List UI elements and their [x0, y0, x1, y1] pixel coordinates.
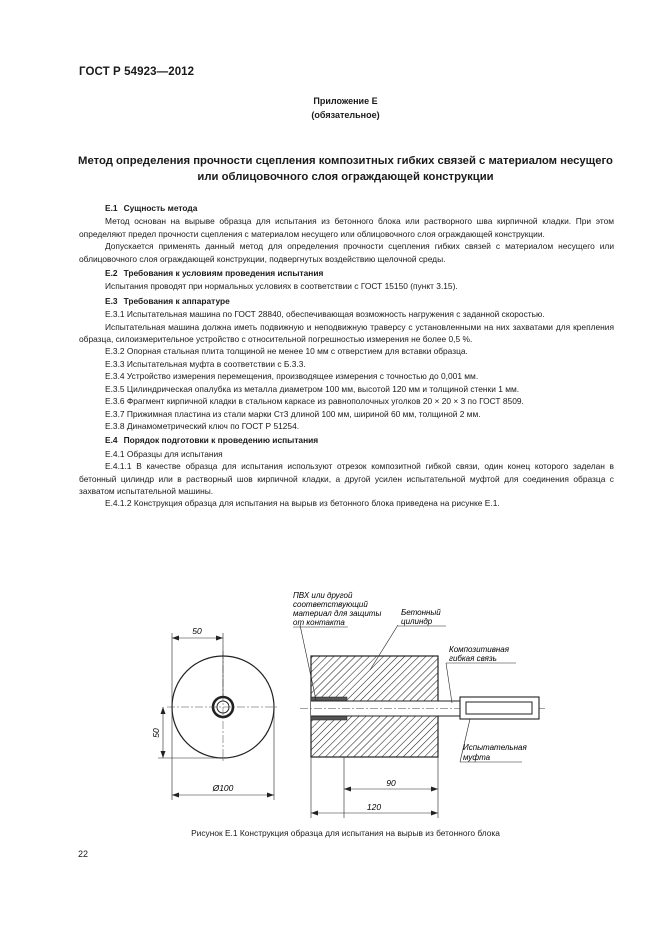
pvc-sleeve-bottom — [311, 716, 347, 720]
label-pvc-line1: ПВХ или другой — [293, 591, 353, 600]
document-body — [79, 200, 614, 510]
section-heading-e1: Е.1 Сущность метода — [105, 203, 198, 213]
paragraph-e3-8: Е.3.8 Динамометрический ключ по ГОСТ Р 51254. — [105, 420, 300, 431]
dim-left-height — [151, 707, 223, 758]
paragraph-e3-5: Е.3.5 Цилиндрическая опалубка из металла диаметром 100 мм, высотой 120 мм и толщиной стенки 1 мм. — [105, 383, 520, 394]
paragraph-e1-2: Допускается применять данный метод для определения прочности сцепления гибких связей с материалом несущего или облицовочного слоя ограждающей конструкции, подвергнутых воздействию щелочной среды. — [79, 241, 614, 264]
page-number: 22 — [78, 849, 89, 859]
annex-title: Приложение Е — [313, 96, 378, 106]
figure-e1-drawing — [0, 580, 661, 825]
figure-caption: Рисунок Е.1 Конструкция образца для испытания на вырыв из бетонного блока — [191, 828, 500, 838]
label-composite-line2: гибкая связь — [449, 654, 497, 663]
label-concrete-line2: цилиндр — [401, 617, 433, 626]
label-pvc-line3: материал для защиты — [293, 609, 382, 618]
paragraph-e2-1: Испытания проводят при нормальных условиях в соответствии с ГОСТ 15150 (пункт 3.15). — [105, 281, 458, 292]
paragraph-e3-1: Е.3.1 Испытательная машина по ГОСТ 28840, обеспечивающая возможность нагружения с заданной скоростью. — [105, 309, 545, 320]
label-composite-line1: Композитивная — [449, 645, 509, 654]
dim-top-width — [172, 626, 223, 707]
dim-left-label: 50 — [151, 728, 161, 738]
dim-dia-label: Ø100 — [212, 783, 234, 793]
paragraph-e3-2: Е.3.2 Опорная стальная плита толщиной не менее 10 мм с отверстием для вставки образца. — [105, 346, 468, 357]
paragraph-e4-1: Е.4.1 Образцы для испытания — [105, 448, 223, 459]
dim-embed-length — [344, 757, 438, 818]
standard-code-header: ГОСТ Р 54923—2012 — [79, 66, 195, 78]
paragraph-e3-7: Е.3.7 Прижимная пластина из стали марки Ст3 длиной 100 мм, шириной 60 мм, толщиной 2 мм. — [105, 408, 481, 419]
dim-top-label: 50 — [192, 626, 202, 636]
cylinder-section-view — [300, 656, 545, 757]
label-pvc-line2: соответствующий — [293, 600, 368, 609]
paragraph-e3-1b: Испытательная машина должна иметь подвижную и неподвижную траверсу с установленными на них захватами для крепления образца, силоизмерительное устройство с относительной погрешностью измерения не более 0,5 %. — [79, 321, 614, 345]
method-title-line1: Метод определения прочности сцепления композитных гибких связей с материалом несущего — [78, 155, 613, 167]
dim-total-label: 120 — [366, 802, 382, 812]
paragraph-e3-6: Е.3.6 Фрагмент кирпичной кладки в стальном каркасе из равнополочных уголков 20 × 20 × 3 по ГОСТ 8509. — [105, 396, 524, 407]
label-sleeve-line1: Испытательная — [463, 743, 527, 752]
label-composite — [446, 645, 516, 703]
dim-total-length — [311, 757, 438, 818]
paragraph-e4-1-1: Е.4.1.1 В качестве образца для испытания используют отрезок композитной гибкой связи, один конец которого заделан в бетонный цилиндр или в растворный шов кирпичной кладки, а другой усилен испытательной муфтой для соединения образца с захватом испытательной машины. — [79, 461, 614, 496]
section-heading-e2: Е.2 Требования к условиям проведения испытания — [105, 268, 324, 279]
label-sleeve-line2: муфта — [463, 753, 491, 762]
label-test-sleeve — [460, 719, 527, 762]
paragraph-e3-4: Е.3.4 Устройство измерения перемещения, производящее измерения с точностью до 0,001 мм. — [105, 371, 479, 382]
leader-composite — [446, 663, 452, 703]
test-sleeve-outer — [460, 697, 539, 719]
paragraph-e3-3: Е.3.3 Испытательная муфта в соответствии с Б.3.3. — [105, 358, 306, 369]
label-pvc-line4: от контакта — [293, 618, 345, 627]
paragraph-e1-1: Метод основан на вырыве образца для испытания из бетонного блока или растворного шва кирпичной кладки. При этом определяют предел прочности сцепления с материалом несущего или облицовочного слоя ограждающей конструкции. — [79, 216, 614, 239]
method-title-line2: или облицовочного слоя ограждающей конструкции — [197, 171, 494, 183]
annex-status: (обязательное) — [311, 110, 380, 120]
paragraph-e4-1-2: Е.4.1.2 Конструкция образца для испытания на вырыв из бетонного блока приведена на рисунке Е.1. — [105, 498, 500, 509]
section-heading-e3: Е.3 Требования к аппаратуре — [105, 295, 230, 306]
pvc-sleeve-top — [311, 697, 347, 701]
dim-embed-label: 90 — [386, 778, 396, 788]
section-heading-e4: Е.4 Порядок подготовки к проведению испытания — [105, 435, 319, 446]
label-concrete-line1: Бетонный — [401, 608, 441, 617]
